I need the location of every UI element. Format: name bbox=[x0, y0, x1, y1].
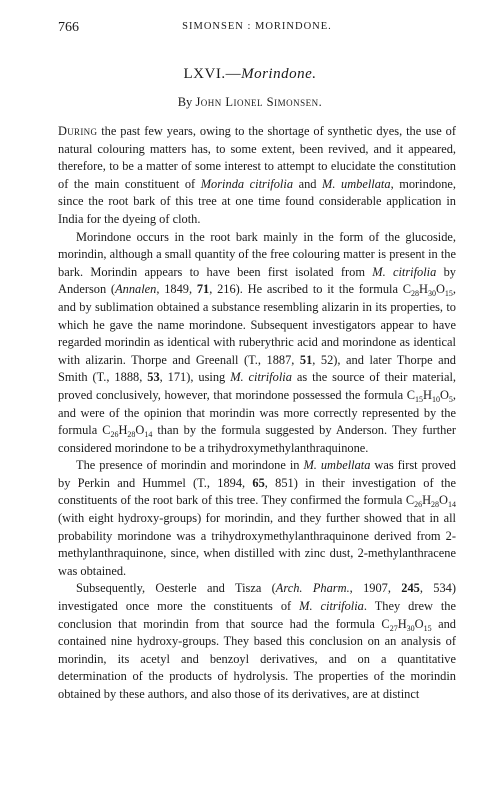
text-run: O bbox=[439, 387, 449, 402]
formula-subscript: 28 bbox=[431, 500, 440, 510]
article-number: LXVI.— bbox=[183, 66, 242, 82]
species-name: M. citrifolia bbox=[230, 370, 292, 385]
text-run: by Anderson ( bbox=[58, 264, 456, 297]
text-run: , and by sublimation obtained a substance resembling alizarin in its properties, to which he gave the name morindone. Subsequent investigators appear to have regarded morindin as identical with ruberythric acid and morindone as identical with alizarin. Thorpe and Greenall (T., 1887, bbox=[58, 282, 457, 367]
paragraph-4 bbox=[58, 580, 456, 703]
text-run: , 171), using bbox=[159, 370, 231, 385]
text-run: Subsequently, Oesterle and Tisza ( bbox=[76, 581, 276, 596]
text-run: H bbox=[422, 493, 432, 508]
formula-subscript: 27 bbox=[389, 623, 398, 633]
formula-subscript: 26 bbox=[110, 430, 119, 440]
text-run: H bbox=[397, 616, 407, 631]
text-run: H bbox=[419, 282, 428, 297]
text-run: The presence of morindin and morindone in bbox=[76, 458, 304, 473]
species-name: Morinda citrifolia bbox=[200, 176, 294, 191]
species-name: M. citrifolia bbox=[299, 599, 364, 614]
formula-subscript: 15 bbox=[423, 623, 432, 633]
text-run: Morindone occurs in the root bark mainly in the form of the glucoside, morindin, although a small quantity of the free colouring matter is present in the bark. Morindin appears to have been first isolated from bbox=[58, 229, 456, 279]
volume-number: 65 bbox=[252, 475, 265, 490]
volume-number: 51 bbox=[299, 352, 313, 367]
article-body bbox=[58, 123, 456, 704]
journal-name: Arch. Pharm. bbox=[275, 581, 350, 596]
text-run: , 216). He ascribed to it the formula C bbox=[209, 282, 411, 297]
text-run: and contained nine hydroxy-groups. They based this conclusion on an analysis of morindin, its acetyl and benzoyl derivatives, and on a quantitative determination of the products of hydrolysis. The properties of the morindin obtained by these authors, and also those of its derivatives, are at distinct bbox=[58, 616, 456, 701]
text-run: O bbox=[435, 282, 445, 297]
text-run: as the source of their material, proved conclusively, however, that morindone possessed the formula C bbox=[58, 370, 456, 402]
formula-subscript: 5 bbox=[448, 394, 453, 404]
page-number: 766 bbox=[58, 20, 79, 35]
text-run: , morindone, since the root bark of this tree at one time found considerable application in India for the dyeing of cloth. bbox=[58, 176, 456, 226]
formula-subscript: 14 bbox=[448, 500, 456, 510]
journal-name: Annalen bbox=[115, 282, 157, 297]
formula-subscript: 30 bbox=[406, 623, 415, 633]
article-title bbox=[0, 66, 500, 83]
running-title: SIMONSEN : MORINDONE. bbox=[182, 21, 332, 32]
text-run: . They drew the conclusion that morindin from that source had the formula C bbox=[58, 599, 456, 631]
article-name: Morindone. bbox=[241, 66, 317, 82]
text-run: , 1907, bbox=[349, 581, 402, 596]
text-run: , 851) in their investigation of the constituents of the root bark of this tree. They confirmed the formula C bbox=[58, 475, 456, 508]
formula-subscript: 15 bbox=[444, 289, 453, 299]
formula-subscript: 26 bbox=[414, 500, 423, 510]
byline-prefix: By bbox=[177, 95, 196, 109]
text-run: , 1849, bbox=[156, 282, 197, 297]
drop-word: During bbox=[58, 124, 98, 138]
text-run: , 52), and later Thorpe and Smith (T., 1888, bbox=[58, 352, 456, 385]
text-run: (with eight hydroxy-groups) for morindin, and they further showed that in all probability morindone was a trihydroxymethylanthraquinone derived from 2-methylanthraquinone, since, when distilled with zinc dust, 2-methylanthracene was obtained. bbox=[58, 511, 456, 578]
author-name: John Lionel Simonsen. bbox=[195, 95, 323, 109]
volume-number: 71 bbox=[196, 282, 210, 297]
formula-subscript: 28 bbox=[127, 430, 136, 440]
species-name: M. umbellata bbox=[322, 176, 391, 191]
text-run: H bbox=[118, 423, 128, 438]
paragraph-1 bbox=[58, 123, 456, 229]
text-run: O bbox=[439, 493, 448, 508]
text-run: H bbox=[422, 387, 432, 402]
byline bbox=[0, 95, 500, 110]
text-run: was first proved by Perkin and Hummel (T., 1894, bbox=[58, 458, 457, 490]
paragraph-3 bbox=[58, 457, 456, 580]
formula-subscript: 10 bbox=[431, 394, 440, 404]
volume-number: 53 bbox=[147, 370, 160, 385]
text-run: the past few years, owing to the shortage of synthetic dyes, the use of natural colouring matters has, to some extent, been revived, and it appeared, therefore, to be a matter of some interest to attempt to elucidate the constitution of the main constituent of bbox=[58, 124, 456, 191]
formula-subscript: 28 bbox=[411, 289, 419, 299]
text-run: , 534) investigated once more the constituents of bbox=[58, 581, 456, 614]
formula-subscript: 14 bbox=[144, 430, 153, 440]
species-name: M. umbellata bbox=[303, 458, 371, 473]
text-run: and bbox=[293, 176, 323, 191]
formula-subscript: 30 bbox=[427, 289, 436, 299]
text-run: O bbox=[135, 423, 145, 438]
text-run: than by the formula suggested by Anderson. They further considered morindone to be a trihydroxymethylanthraquinone. bbox=[58, 423, 456, 455]
running-head bbox=[58, 20, 456, 40]
paragraph-2 bbox=[58, 229, 456, 458]
formula-subscript: 15 bbox=[414, 394, 423, 404]
text-run: O bbox=[414, 616, 424, 631]
species-name: M. citrifolia bbox=[372, 264, 437, 279]
text-run: , and were of the opinion that morindin was more correctly represented by the formula C bbox=[58, 387, 456, 438]
volume-number: 245 bbox=[401, 581, 420, 596]
